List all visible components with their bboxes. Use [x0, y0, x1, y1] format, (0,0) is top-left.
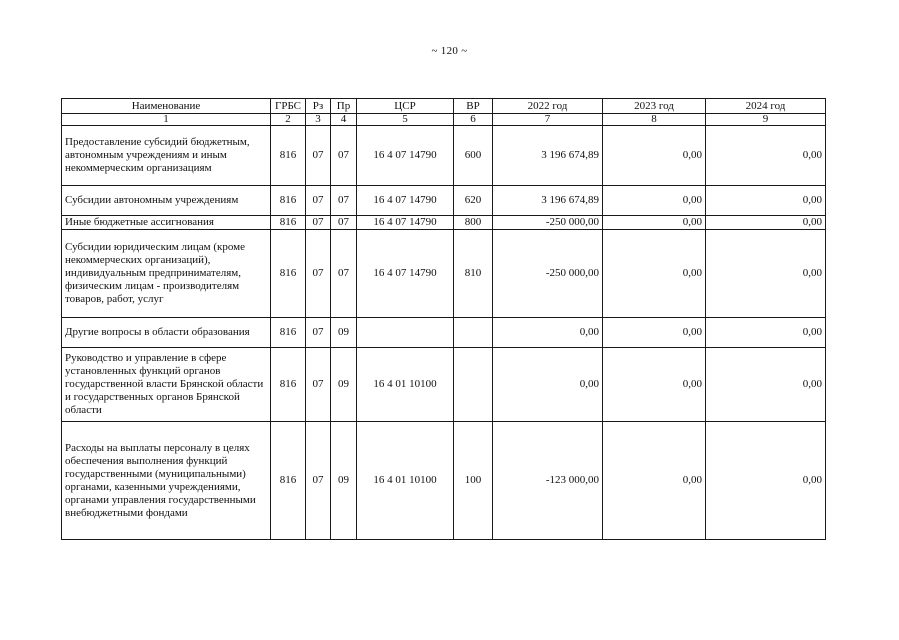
row-pr: 09 [331, 348, 357, 422]
row-vr: 800 [454, 216, 493, 230]
column-number: 3 [306, 114, 331, 126]
row-2024: 0,00 [706, 186, 826, 216]
row-2023: 0,00 [603, 186, 706, 216]
row-2024: 0,00 [706, 318, 826, 348]
row-name: Предоставление субсидий бюджетным, автономным учреждениям и иным некоммерческим организациям [62, 126, 271, 186]
row-2024: 0,00 [706, 126, 826, 186]
header-row [62, 99, 826, 114]
column-number: 8 [603, 114, 706, 126]
row-grbs: 816 [271, 126, 306, 186]
row-vr [454, 318, 493, 348]
row-2022: 0,00 [493, 318, 603, 348]
row-2024: 0,00 [706, 230, 826, 318]
row-2023: 0,00 [603, 126, 706, 186]
header-pr: Пр [331, 99, 357, 114]
row-csr [357, 318, 454, 348]
row-2023: 0,00 [603, 422, 706, 540]
header-2023: 2023 год [603, 99, 706, 114]
page-number: ~ 120 ~ [431, 45, 468, 57]
row-grbs: 816 [271, 422, 306, 540]
column-number: 1 [62, 114, 271, 126]
row-rz: 07 [306, 422, 331, 540]
row-2022: -123 000,00 [493, 422, 603, 540]
row-pr: 07 [331, 216, 357, 230]
row-grbs: 816 [271, 348, 306, 422]
row-pr: 07 [331, 126, 357, 186]
row-pr: 07 [331, 230, 357, 318]
row-2023: 0,00 [603, 348, 706, 422]
row-rz: 07 [306, 318, 331, 348]
header-2024: 2024 год [706, 99, 826, 114]
row-vr: 100 [454, 422, 493, 540]
row-2022: -250 000,00 [493, 230, 603, 318]
row-vr [454, 348, 493, 422]
column-number-row [62, 114, 826, 126]
row-2023: 0,00 [603, 216, 706, 230]
row-csr: 16 4 07 14790 [357, 186, 454, 216]
row-grbs: 816 [271, 216, 306, 230]
column-number: 4 [331, 114, 357, 126]
row-csr: 16 4 07 14790 [357, 216, 454, 230]
table-row [62, 126, 826, 186]
budget-table [61, 98, 826, 540]
column-number: 7 [493, 114, 603, 126]
header-grbs: ГРБС [271, 99, 306, 114]
row-rz: 07 [306, 230, 331, 318]
table-row [62, 318, 826, 348]
row-2024: 0,00 [706, 216, 826, 230]
header-rz: Рз [306, 99, 331, 114]
row-rz: 07 [306, 186, 331, 216]
header-csr: ЦСР [357, 99, 454, 114]
row-2022: 3 196 674,89 [493, 186, 603, 216]
row-2023: 0,00 [603, 318, 706, 348]
row-2022: -250 000,00 [493, 216, 603, 230]
row-rz: 07 [306, 348, 331, 422]
row-vr: 600 [454, 126, 493, 186]
row-vr: 620 [454, 186, 493, 216]
table-row [62, 422, 826, 540]
row-2023: 0,00 [603, 230, 706, 318]
row-pr: 09 [331, 318, 357, 348]
row-pr: 07 [331, 186, 357, 216]
row-name: Иные бюджетные ассигнования [62, 216, 271, 230]
row-grbs: 816 [271, 186, 306, 216]
column-number: 5 [357, 114, 454, 126]
table-row [62, 348, 826, 422]
row-2022: 3 196 674,89 [493, 126, 603, 186]
header-2022: 2022 год [493, 99, 603, 114]
row-2024: 0,00 [706, 422, 826, 540]
column-number: 6 [454, 114, 493, 126]
row-rz: 07 [306, 126, 331, 186]
row-rz: 07 [306, 216, 331, 230]
header-name: Наименование [62, 99, 271, 114]
row-name: Другие вопросы в области образования [62, 318, 271, 348]
row-grbs: 816 [271, 230, 306, 318]
row-csr: 16 4 01 10100 [357, 422, 454, 540]
row-pr: 09 [331, 422, 357, 540]
header-vr: ВР [454, 99, 493, 114]
column-number: 2 [271, 114, 306, 126]
row-name: Субсидии автономным учреждениям [62, 186, 271, 216]
table-row [62, 186, 826, 216]
row-vr: 810 [454, 230, 493, 318]
row-name: Руководство и управление в сфере установленных функций органов государственной власти Брянской области и государственных органов Брянской области [62, 348, 271, 422]
row-csr: 16 4 01 10100 [357, 348, 454, 422]
row-2022: 0,00 [493, 348, 603, 422]
row-2024: 0,00 [706, 348, 826, 422]
table-row [62, 216, 826, 230]
column-number: 9 [706, 114, 826, 126]
row-grbs: 816 [271, 318, 306, 348]
row-csr: 16 4 07 14790 [357, 126, 454, 186]
row-csr: 16 4 07 14790 [357, 230, 454, 318]
row-name: Субсидии юридическим лицам (кроме некоммерческих организаций), индивидуальным предпринимателям, физическим лицам - производителям товаров, работ, услуг [62, 230, 271, 318]
table-row [62, 230, 826, 318]
row-name: Расходы на выплаты персоналу в целях обеспечения выполнения функций государственными (муниципальными) органами, казенными учреждениями, органами управления государственными внебюджетными фондами [62, 422, 271, 540]
